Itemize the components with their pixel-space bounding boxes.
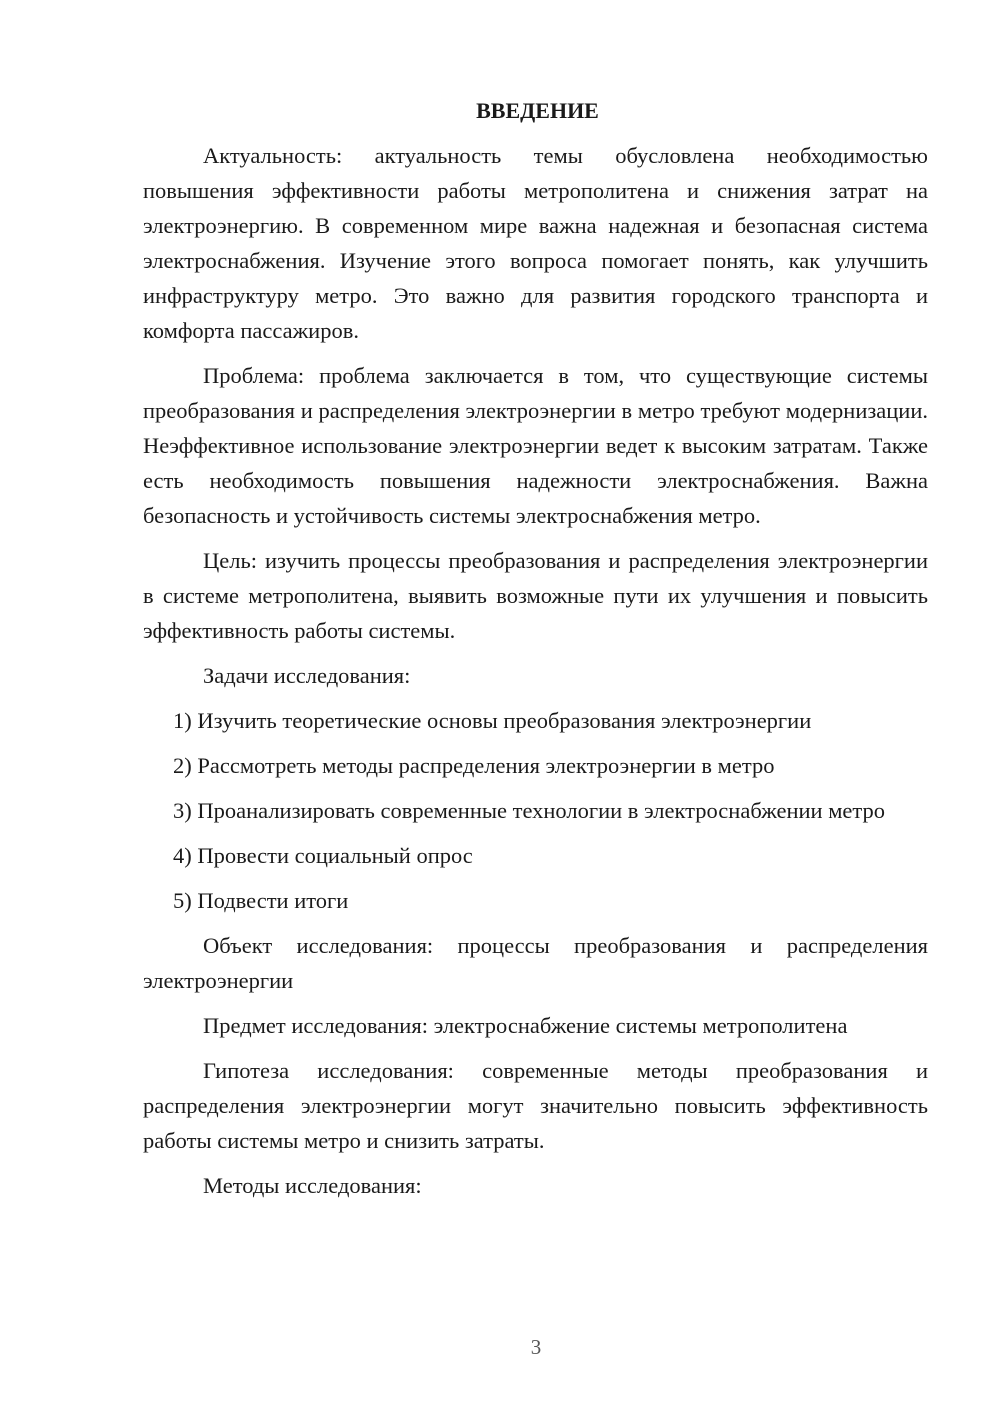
task-item: 1) Изучить теоретические основы преобразования электроэнергии (173, 708, 812, 733)
task-item: 2) Рассмотреть методы распределения электроэнергии в метро (173, 753, 775, 778)
task-item: 5) Подвести итоги (173, 888, 349, 913)
object-paragraph: Объект исследования: процессы преобразования и распределения электроэнергии (143, 933, 928, 993)
subject-paragraph: Предмет исследования: электроснабжение системы метрополитена (203, 1013, 848, 1038)
page-number: 3 (530, 1335, 542, 1359)
page-title: ВВЕДЕНИЕ (476, 98, 599, 123)
tasks-heading: Задачи исследования: (203, 663, 411, 688)
relevance-paragraph: Актуальность: актуальность темы обусловлена необходимостью повышения эффективности работы метрополитена и снижения затрат на электроэнергию. В современном мире важна надежная и безопасная система электроснабжения. Изучение этого вопроса помогает понять, как улучшить инфраструктуру метро. Это важно для развития городского транспорта и комфорта пассажиров. (143, 143, 928, 343)
page-content (143, 96, 928, 1213)
task-item: 4) Провести социальный опрос (173, 843, 473, 868)
hypothesis-paragraph: Гипотеза исследования: современные методы преобразования и распределения электроэнергии могут значительно повысить эффективность работы системы метро и снизить затраты. (143, 1058, 928, 1153)
methods-heading: Методы исследования: (203, 1173, 422, 1198)
goal-paragraph: Цель: изучить процессы преобразования и распределения электроэнергии в системе метрополитена, выявить возможные пути их улучшения и повысить эффективность работы системы. (143, 548, 928, 643)
task-item: 3) Проанализировать современные технологии в электроснабжении метро (173, 798, 886, 823)
problem-paragraph: Проблема: проблема заключается в том, что существующие системы преобразования и распределения электроэнергии в метро требуют модернизации. Неэффективное использование электроэнергии ведет к высоким затратам. Также есть необходимость повышения надежности электроснабжения. Важна безопасность и устойчивость системы электроснабжения метро. (143, 363, 928, 528)
